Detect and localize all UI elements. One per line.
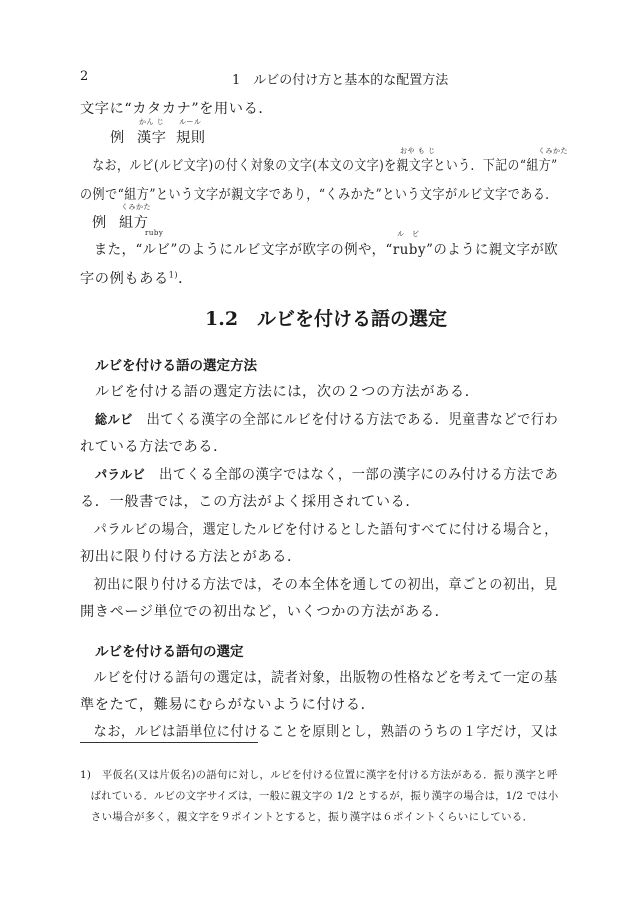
body-line: なお，ルビ(ルビ文字)の付く対象の文字(本文の文字)を親文字という．下記の“組方” [80,158,558,174]
body-text: ． [178,271,193,287]
body-line: また，“ルビ”のようにルビ文字が欧字の例や，“ruby”のように親文字が欧 [80,242,559,258]
running-title: 1 ルビの付け方と基本的な配置方法 [232,73,449,88]
example-label: 例 [92,215,107,231]
body-line: 初出に限り付ける方法とがある． [80,549,302,565]
term-line [95,464,558,484]
term-definition: 出てくる漢字の全部にルビを付ける方法である．児童書などで行わ [132,412,559,428]
ruby-text: おや も じ [400,147,436,155]
example-word: 漢字 [137,130,167,146]
subsection-heading: ルビを付ける語の選定方法 [95,358,257,374]
body-line: 初出に限り付ける方法では，その本全体を通しての初出，章ごとの初出，見 [80,577,558,593]
ruby-text: ruby [145,229,164,237]
example-label: 例 [110,130,125,146]
body-line: の例で“組方”という文字が親文字であり，“くみかた”という文字がルビ文字である． [80,187,558,203]
body-line: パラルビの場合，選定したルビを付けるとした語句すべてに付ける場合と， [80,522,558,538]
ruby-text: ル ビ [397,230,420,238]
body-line: ルビを付ける語の選定方法には，次の２つの方法がある． [95,384,480,400]
body-line: 開きページ単位での初出など，いくつかの方法がある． [80,604,450,620]
footnote-reference[interactable]: 1) [168,270,179,280]
term-label: パラルビ [95,468,146,483]
subsection-heading: ルビを付ける語句の選定 [95,644,244,660]
section-title: 1.2 ルビを付ける語の選定 [205,308,448,330]
body-line: 準をたて，難易にむらがないように付ける． [80,697,376,713]
ruby-text: くみかた [121,203,151,211]
ruby-text: くみかた [538,147,568,155]
body-line: ルビを付ける語句の選定は，読者対象，出版物の性格などを考えて一定の基 [80,670,558,686]
body-line [80,268,193,288]
ruby-text: かん じ [139,118,165,126]
page-number: 2 [80,69,89,84]
body-line: る．一般書では，この方法がよく採用されている． [80,494,421,510]
footnote-line: ばれている．ルビの文字サイズは，一般に親文字の 1/2 とするが，振り漢字の場合は，1/2 では小 [80,790,559,802]
body-line: れている方法である． [80,439,228,455]
footnote-rule [80,742,258,743]
ruby-text: ルール [179,118,202,126]
body-line: 文字に“カタカナ”を用いる． [80,101,274,117]
footnote-line: さい場合が多く，親文字を９ポイントとすると，振り漢字は６ポイントくらいにしている． [80,811,534,823]
footnote-line: 1) 平仮名(又は片仮名)の語句に対し，ルビを付ける位置に漢字を付ける方法がある．振り漢字と呼 [80,769,558,781]
example-word: 規則 [176,130,206,146]
body-text: 字の例もある [80,271,169,287]
body-line: なお，ルビは語単位に付けることを原則とし，熟語のうちの１字だけ，又は [80,724,559,740]
example-word: 組方 [119,215,149,231]
term-definition: 出てくる全部の漢字ではなく，一部の漢字にのみ付ける方法であ [145,467,559,483]
term-label: 総ルビ [95,413,133,428]
term-line [95,409,558,429]
